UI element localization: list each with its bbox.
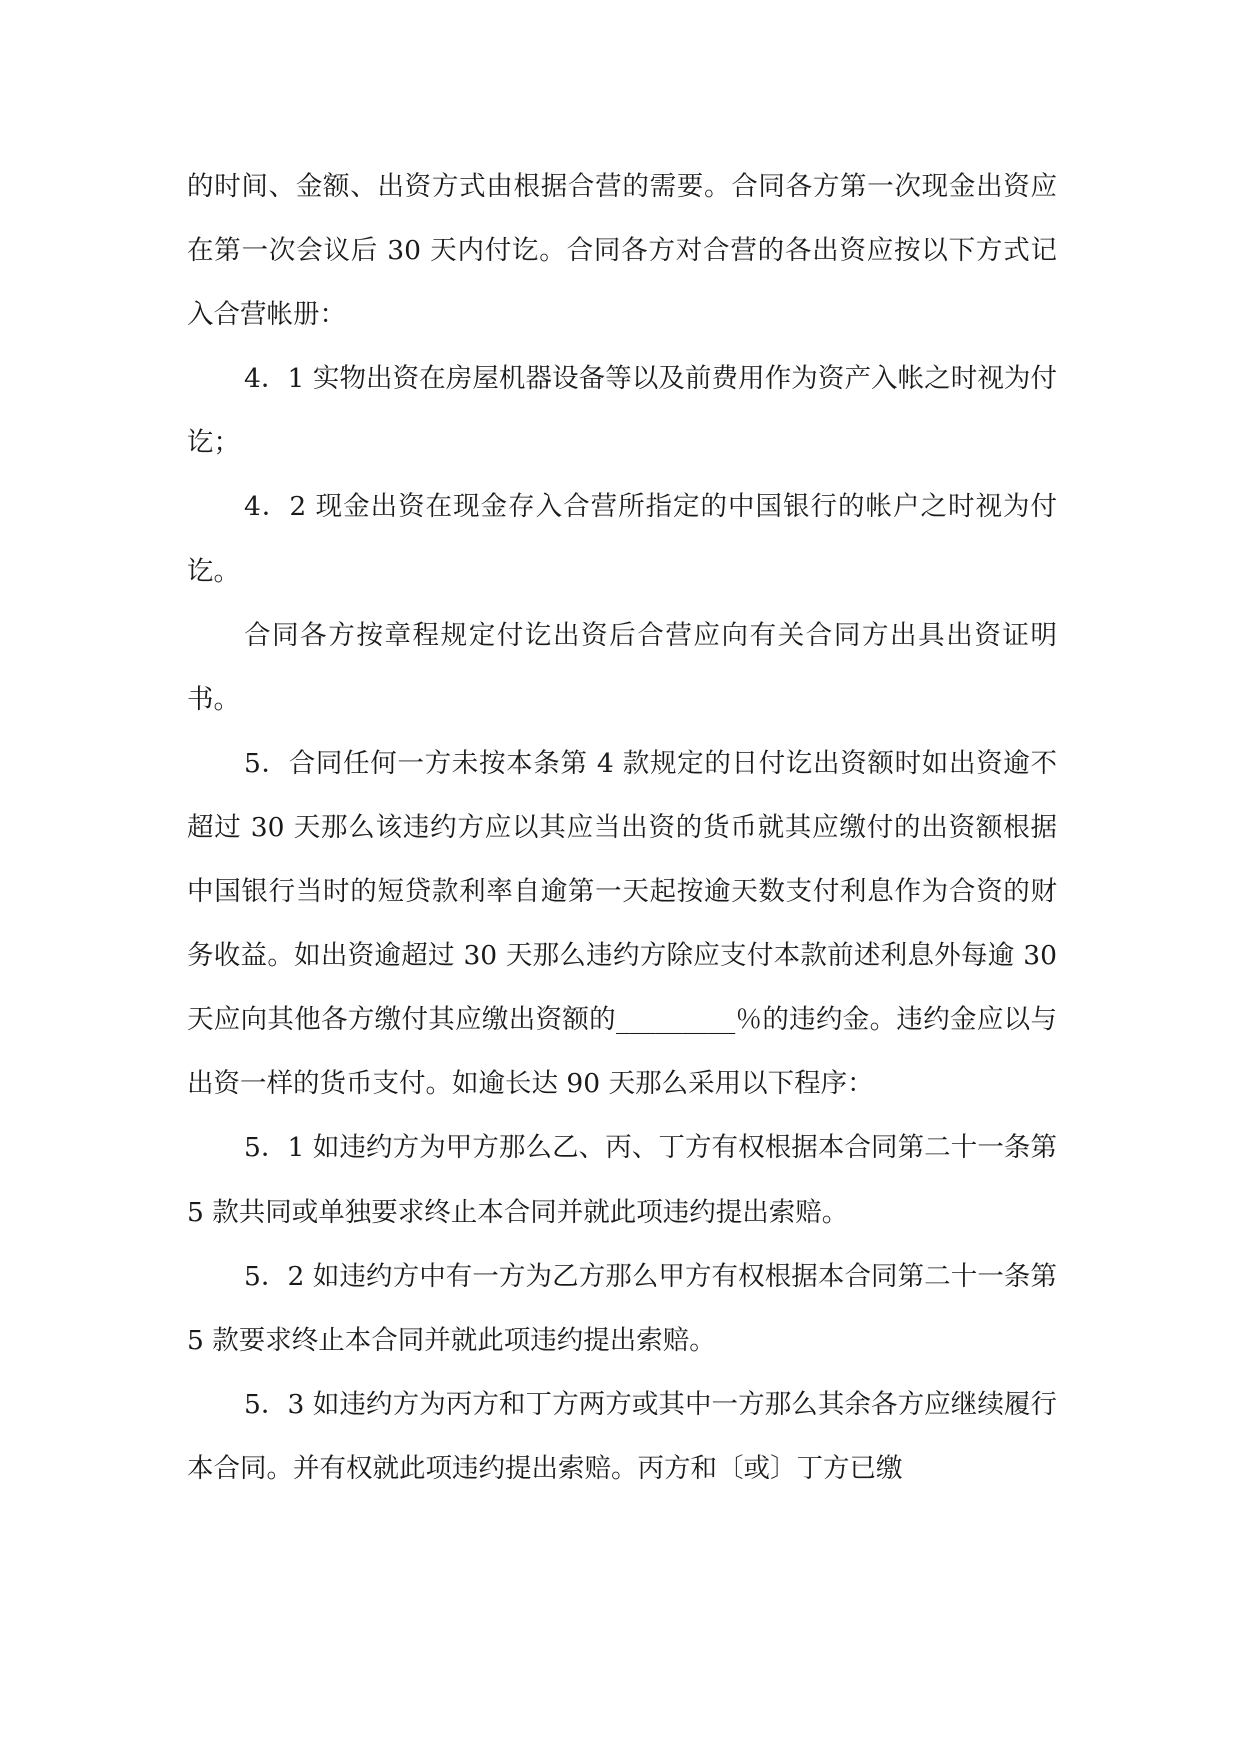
paragraph-clause-4-1: 4．1 实物出资在房屋机器设备等以及前费用作为资产入帐之时视为付讫； <box>187 363 1057 459</box>
paragraph-contribution-certificate: 合同各方按章程规定付讫出资后合营应向有关合同方出具出资证明书。 <box>187 619 1057 715</box>
document-body <box>187 155 1057 1501</box>
paragraph-clause-5-2: 5．2 如违约方中有一方为乙方那么甲方有权根据本合同第二十一条第 5 款要求终止本合同并就此项违约提出索赔。 <box>187 1260 1057 1356</box>
paragraph-clause-5-3: 5．3 如违约方为丙方和丁方两方或其中一方那么其余各方应继续履行本合同。并有权就此项违约提出索赔。丙方和〔或〕丁方已缴 <box>187 1388 1057 1484</box>
paragraph-capital-contribution-schedule: 的时间、金额、出资方式由根据合营的需要。合同各方第一次现金出资应在第一次会议后 30 天内付讫。合同各方对合营的各出资应按以下方式记入合营帐册： <box>187 171 1057 331</box>
paragraph-clause-4-2: 4．2 现金出资在现金存入合营所指定的中国银行的帐户之时视为付讫。 <box>187 491 1057 587</box>
paragraph-clause-5: 5．合同任何一方未按本条第 4 款规定的日付讫出资额时如出资逾不超过 30 天那么该违约方应以其应当出资的货币就其应缴付的出资额根据中国银行当时的短贷款利率自逾第一天起按逾天数支付利息作为合资的财务收益。如出资逾超过 30 天那么违约方除应支付本款前述利息外每逾 30 天应向其他各方缴付其应缴出资额的_________％的违约金。违约金应以与出资一样的货币支付。如逾长达 90 天那么采用以下程序： <box>187 747 1057 1100</box>
paragraph-clause-5-1: 5．1 如违约方为甲方那么乙、丙、丁方有权根据本合同第二十一条第 5 款共同或单独要求终止本合同并就此项违约提出索赔。 <box>187 1132 1057 1228</box>
